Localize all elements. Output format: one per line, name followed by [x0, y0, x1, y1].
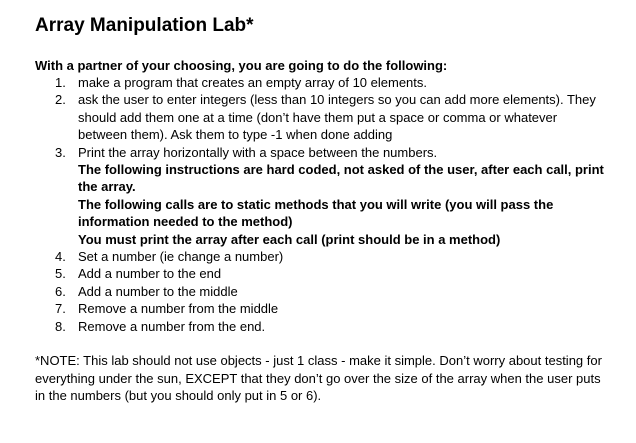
list-text: ask the user to enter integers (less than 10 integers so you can add more elements). They should add them one at a time (don’t have them put a space or comma or whatever between them). Ask them to type -1 when done adding — [78, 92, 596, 143]
list-text: Set a number (ie change a number) — [78, 249, 284, 265]
list-number: 2. — [55, 92, 66, 108]
list-item — [35, 91, 605, 143]
list-item — [35, 265, 605, 282]
list-item — [35, 74, 605, 91]
intro-text: With a partner of your choosing, you are going to do the following: — [35, 58, 448, 73]
list-number: 1. — [55, 75, 66, 90]
list-text: Print the array horizontally with a space between the numbers. — [78, 144, 438, 160]
list-item — [35, 248, 605, 265]
list-text: make a program that creates an empty array of 10 elements. — [78, 75, 428, 90]
document-title: Array Manipulation Lab* — [35, 15, 254, 36]
list-item — [35, 283, 605, 300]
list-text: Remove a number from the middle — [78, 301, 279, 317]
list-item — [35, 318, 605, 335]
steps-list — [35, 74, 605, 335]
list-item — [35, 300, 605, 317]
list-number: 3. — [55, 144, 66, 160]
list-number: 4. — [55, 249, 66, 265]
list-number: 7. — [55, 301, 66, 317]
note-text: *NOTE: This lab should not use objects - just 1 class - make it simple. Don’t worry about testing for everything under the sun, EXCEPT that they don’t go over the size of the array when the user puts in the numbers (but you should only put in 5 or 6). — [35, 353, 602, 403]
list-text: Add a number to the middle — [78, 283, 238, 299]
list-number: 8. — [55, 318, 66, 334]
bold-instruction: You must print the array after each call (print should be in a method) — [78, 231, 501, 247]
list-text: Add a number to the end — [78, 266, 222, 282]
document-page — [35, 14, 605, 404]
bold-instruction: The following calls are to static methods that you will write (you will pass the information needed to the method) — [78, 196, 554, 230]
list-text: Remove a number from the end. — [78, 318, 266, 334]
list-number: 6. — [55, 283, 66, 299]
list-number: 5. — [55, 266, 66, 282]
bold-instruction: The following instructions are hard coded, not asked of the user, after each call, print the array. — [78, 162, 604, 195]
list-item — [35, 144, 605, 248]
